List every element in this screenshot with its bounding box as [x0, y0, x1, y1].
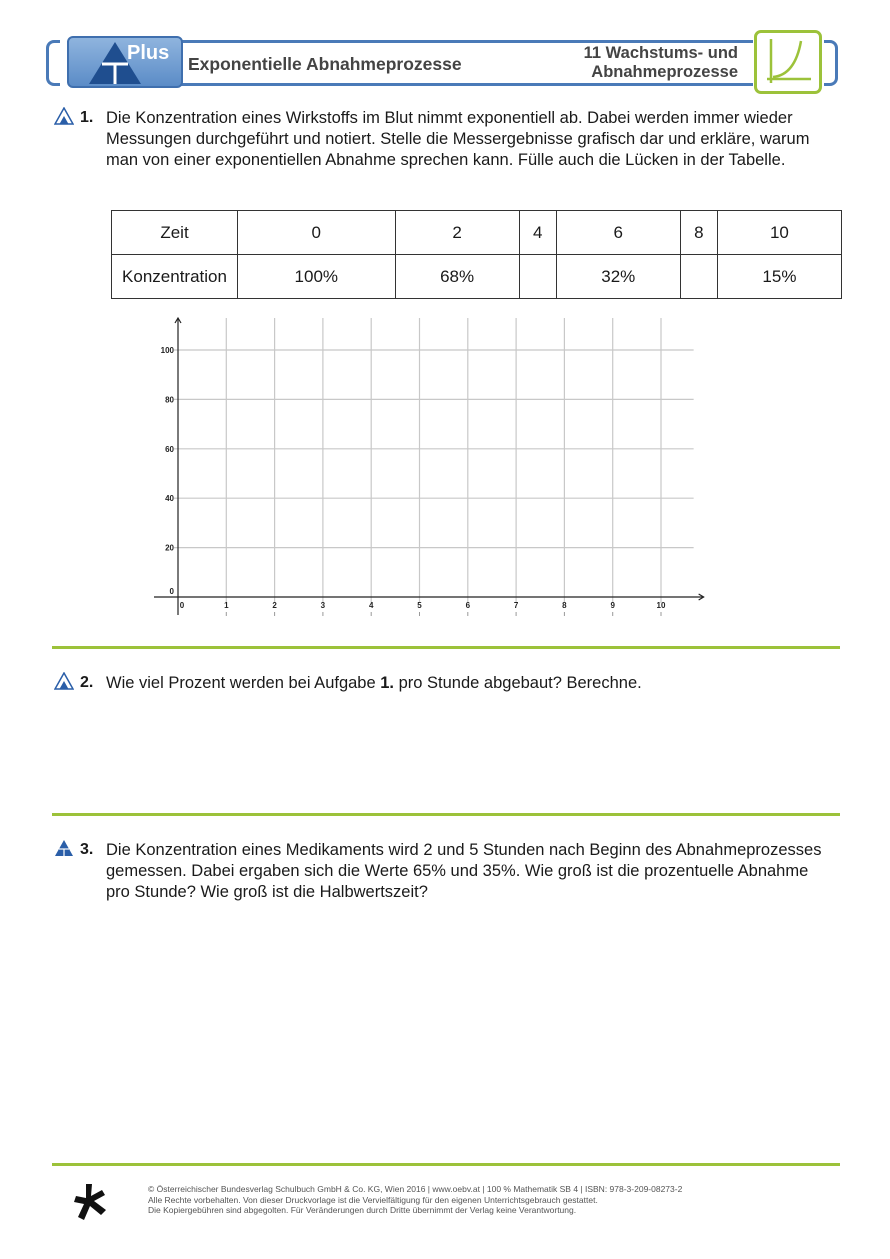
table-cell: 0 — [238, 211, 396, 255]
x-tick-label: 5 — [417, 601, 422, 610]
table-cell: 32% — [556, 255, 680, 299]
chapter-title-line1: 11 Wachstums- und — [583, 44, 738, 62]
x-tick-label: 4 — [368, 601, 374, 610]
section-divider — [52, 646, 840, 649]
table-row-time — [112, 211, 842, 255]
chapter-title-line2: Abnahmeprozesse — [591, 63, 738, 81]
x-tick-label: 6 — [465, 601, 471, 610]
footer-line-3: Die Kopiergebühren sind abgegolten. Für Veränderungen durch Dritte übernimmt der Verlag keine Verantwortung. — [148, 1205, 577, 1215]
x-tick-label: 3 — [320, 601, 326, 610]
header-line-bottom — [176, 83, 753, 86]
x-tick-label: 10 — [656, 601, 666, 610]
x-tick-label: 2 — [272, 601, 277, 610]
table-cell: 4 — [519, 211, 556, 255]
chapter-title — [584, 44, 738, 82]
table-cell: 68% — [395, 255, 519, 299]
grid-lines — [174, 318, 694, 603]
x-tick-label: 1 — [224, 601, 229, 610]
growth-graph-icon — [754, 30, 822, 94]
y-tick-label: 40 — [165, 494, 174, 504]
axes — [154, 318, 704, 615]
table-row-concentration — [112, 255, 842, 299]
table-cell: 6 — [556, 211, 680, 255]
task-1-text: Die Konzentration eines Wirkstoffs im Blut nimmt exponentiell ab. Dabei werden immer wieder Messungen durchgeführt und notiert. Stelle die Messergebnisse grafisch dar und erkläre, warum man von einer exponentiellen Abnahme sprechen kann. Fülle auch die Lücken in der Tabelle. — [106, 109, 810, 169]
table-cell: 2 — [395, 211, 519, 255]
table-cell: 15% — [717, 255, 841, 299]
table-cell: 10 — [717, 211, 841, 255]
header-bracket-right — [824, 40, 838, 86]
footer-copyright — [148, 1184, 682, 1216]
x-tick-label: 0 — [179, 601, 185, 610]
x-tick-label: 8 — [562, 601, 567, 610]
x-tick-label: 9 — [610, 601, 615, 610]
task-2-text-ref: 1. — [380, 674, 395, 692]
task-2-text-after: pro Stunde abgebaut? Berechne. — [394, 674, 642, 692]
task-1-number: 1. — [80, 109, 94, 126]
header-bracket-left — [46, 40, 60, 86]
worksheet-title: Exponentielle Abnahmeprozesse — [188, 54, 462, 74]
publisher-logo-icon — [72, 1182, 108, 1222]
table-cell: 100% — [238, 255, 396, 299]
footer-line-2: Alle Rechte vorbehalten. Von dieser Druckvorlage ist die Vervielfältigung für den eigenen Unterrichtsgebrauch gestattet. — [148, 1194, 598, 1205]
table-cell-time-label: Zeit — [112, 211, 238, 255]
header-line-top — [176, 40, 753, 43]
task-2-text-before: Wie viel Prozent werden bei Aufgabe — [106, 674, 381, 692]
task-2-text — [106, 673, 836, 694]
y-tick-label: 0 — [169, 587, 174, 596]
footer-divider — [52, 1163, 840, 1166]
difficulty-pyramid-icon — [54, 672, 74, 690]
measurement-table — [111, 210, 842, 299]
logo-label: Plus — [127, 42, 170, 64]
difficulty-pyramid-icon-filled — [54, 839, 74, 857]
y-tick-label: 60 — [165, 444, 174, 454]
table-cell-blank[interactable] — [680, 255, 717, 299]
y-tick-label: 100 — [160, 346, 174, 355]
table-cell-concentration-label: Konzentration — [112, 255, 238, 299]
y-tick-label: 80 — [165, 395, 174, 405]
table-cell-blank[interactable] — [519, 255, 556, 299]
task-2-number: 2. — [80, 674, 94, 691]
x-tick-label: 7 — [513, 601, 519, 610]
y-tick-label: 20 — [165, 543, 174, 553]
section-divider — [52, 813, 840, 816]
task-3-text: Die Konzentration eines Medikaments wird 2 und 5 Stunden nach Beginn des Abnahmeprozesses gemessen. Dabei ergaben sich die Werte 65% und 35%. Wie groß ist die prozentuelle Abnahme pro Stunde? Wie groß ist die Halbwertszeit? — [106, 841, 822, 901]
plus-logo — [67, 36, 183, 88]
coordinate-grid[interactable] — [150, 310, 710, 625]
footer-line-1: © Österreichischer Bundesverlag Schulbuch GmbH & Co. KG, Wien 2016 | www.oebv.at | 100 % Mathematik SB 4 | ISBN: 978-3-209-08273-2 — [148, 1184, 683, 1194]
tick-labels — [161, 346, 666, 616]
task-3-number: 3. — [80, 841, 94, 858]
difficulty-pyramid-icon — [54, 107, 74, 125]
table-cell: 8 — [680, 211, 717, 255]
